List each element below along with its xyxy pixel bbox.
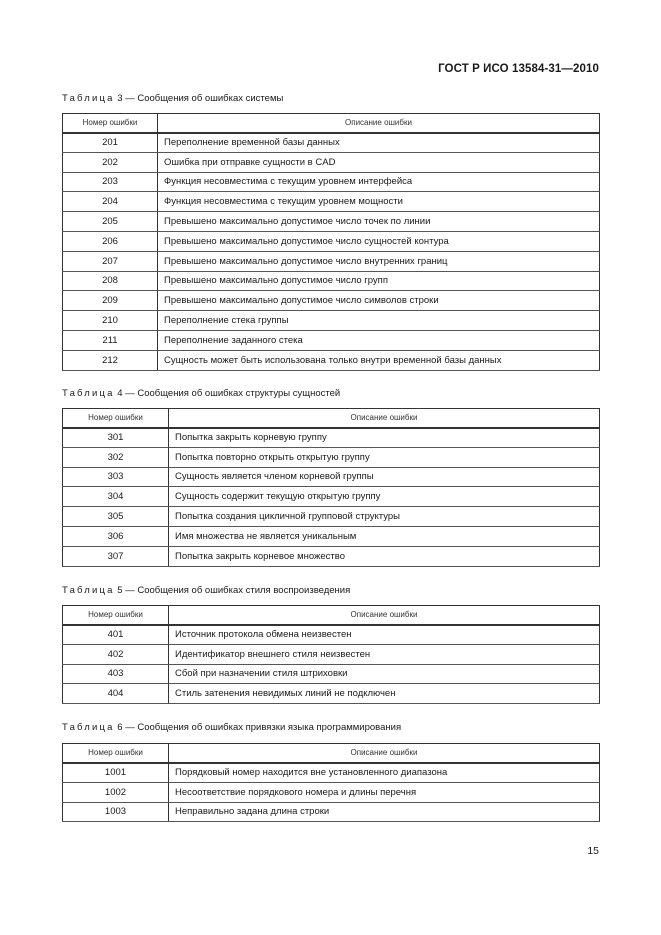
table-row — [63, 644, 600, 664]
table-row — [63, 172, 600, 192]
error-description: Ошибка при отправке сущности в CAD — [158, 152, 600, 172]
error-code: 301 — [63, 428, 169, 448]
table-header-row — [63, 409, 600, 428]
column-header-description: Описание ошибки — [169, 409, 600, 428]
column-header-code: Номер ошибки — [63, 114, 158, 133]
error-description: Попытка повторно открыть открытую группу — [169, 447, 600, 467]
table-header-row — [63, 744, 600, 763]
error-table — [62, 113, 600, 371]
error-code: 212 — [63, 350, 158, 370]
table-row — [63, 684, 600, 704]
table-row — [63, 330, 600, 350]
error-description: Несоответствие порядкового номера и длины перечня — [169, 782, 600, 802]
error-description: Имя множества не является уникальным — [169, 526, 600, 546]
error-code: 1001 — [63, 763, 169, 783]
error-code: 404 — [63, 684, 169, 704]
table-row — [63, 291, 600, 311]
error-code: 403 — [63, 664, 169, 684]
error-code: 402 — [63, 644, 169, 664]
error-description: Превышено максимально допустимое число внутренних границ — [158, 251, 600, 271]
table-row — [63, 802, 600, 822]
error-code: 202 — [63, 152, 158, 172]
error-code: 1002 — [63, 782, 169, 802]
error-description: Сущность является членом корневой группы — [169, 467, 600, 487]
table-header-row — [63, 606, 600, 625]
error-description: Превышено максимально допустимое число групп — [158, 271, 600, 291]
error-description: Переполнение временной базы данных — [158, 133, 600, 153]
column-header-description: Описание ошибки — [158, 114, 600, 133]
error-description: Источник протокола обмена неизвестен — [169, 625, 600, 645]
error-table — [62, 605, 600, 704]
error-code: 211 — [63, 330, 158, 350]
table-row — [63, 546, 600, 566]
table-caption — [62, 93, 283, 104]
table-row — [63, 271, 600, 291]
table-caption-label: Таблица — [62, 585, 115, 596]
error-description: Сущность может быть использована только внутри временной базы данных — [158, 350, 600, 370]
table-caption-title: 6 — Сообщения об ошибках привязки языка программирования — [114, 722, 402, 733]
table-row — [63, 763, 600, 783]
error-description: Сущность содержит текущую открытую группу — [169, 487, 600, 507]
error-description: Переполнение стека группы — [158, 311, 600, 331]
error-table — [62, 408, 600, 567]
table-row — [63, 350, 600, 370]
table-caption-title: 3 — Сообщения об ошибках системы — [114, 93, 284, 104]
error-description: Попытка закрыть корневое множество — [169, 546, 600, 566]
error-code: 307 — [63, 546, 169, 566]
error-code: 209 — [63, 291, 158, 311]
page-number: 15 — [587, 845, 599, 857]
error-code: 203 — [63, 172, 158, 192]
column-header-code: Номер ошибки — [63, 744, 169, 763]
error-code: 208 — [63, 271, 158, 291]
table-row — [63, 467, 600, 487]
table-row — [63, 428, 600, 448]
table-row — [63, 152, 600, 172]
table-caption-title: 4 — Сообщения об ошибках структуры сущностей — [114, 388, 341, 399]
column-header-description: Описание ошибки — [169, 744, 600, 763]
error-code: 206 — [63, 231, 158, 251]
error-description: Идентификатор внешнего стиля неизвестен — [169, 644, 600, 664]
error-code: 303 — [63, 467, 169, 487]
table-caption — [62, 388, 340, 399]
table-caption-label: Таблица — [62, 93, 115, 104]
table-row — [63, 782, 600, 802]
table-row — [63, 212, 600, 232]
error-table — [62, 743, 600, 822]
error-description: Переполнение заданного стека — [158, 330, 600, 350]
error-description: Неправильно задана длина строки — [169, 802, 600, 822]
table-row — [63, 447, 600, 467]
error-description: Попытка создания цикличной групповой структуры — [169, 507, 600, 527]
error-description: Порядковый номер находится вне установленного диапазона — [169, 763, 600, 783]
table-caption-label: Таблица — [62, 722, 115, 733]
error-code: 304 — [63, 487, 169, 507]
error-code: 201 — [63, 133, 158, 153]
error-description: Превышено максимально допустимое число символов строки — [158, 291, 600, 311]
table-header-row — [63, 114, 600, 133]
column-header-code: Номер ошибки — [63, 409, 169, 428]
error-description: Сбой при назначении стиля штриховки — [169, 664, 600, 684]
error-code: 1003 — [63, 802, 169, 822]
error-code: 204 — [63, 192, 158, 212]
error-code: 401 — [63, 625, 169, 645]
table-row — [63, 664, 600, 684]
table-row — [63, 526, 600, 546]
table-row — [63, 251, 600, 271]
table-row — [63, 192, 600, 212]
table-row — [63, 625, 600, 645]
error-code: 207 — [63, 251, 158, 271]
table-caption — [62, 585, 350, 596]
error-code: 210 — [63, 311, 158, 331]
error-description: Стиль затенения невидимых линий не подключен — [169, 684, 600, 704]
error-code: 302 — [63, 447, 169, 467]
table-row — [63, 487, 600, 507]
table-row — [63, 133, 600, 153]
table-row — [63, 507, 600, 527]
column-header-description: Описание ошибки — [169, 606, 600, 625]
error-description: Функция несовместима с текущим уровнем мощности — [158, 192, 600, 212]
table-caption-title: 5 — Сообщения об ошибках стиля воспроизведения — [114, 585, 351, 596]
error-code: 205 — [63, 212, 158, 232]
error-description: Попытка закрыть корневую группу — [169, 428, 600, 448]
error-description: Превышено максимально допустимое число сущностей контура — [158, 231, 600, 251]
error-code: 305 — [63, 507, 169, 527]
document-header: ГОСТ Р ИСО 13584-31—2010 — [438, 63, 599, 75]
table-row — [63, 311, 600, 331]
table-caption-label: Таблица — [62, 388, 115, 399]
table-row — [63, 231, 600, 251]
column-header-code: Номер ошибки — [63, 606, 169, 625]
table-caption — [62, 722, 401, 733]
error-description: Превышено максимально допустимое число точек по линии — [158, 212, 600, 232]
error-description: Функция несовместима с текущим уровнем интерфейса — [158, 172, 600, 192]
error-code: 306 — [63, 526, 169, 546]
